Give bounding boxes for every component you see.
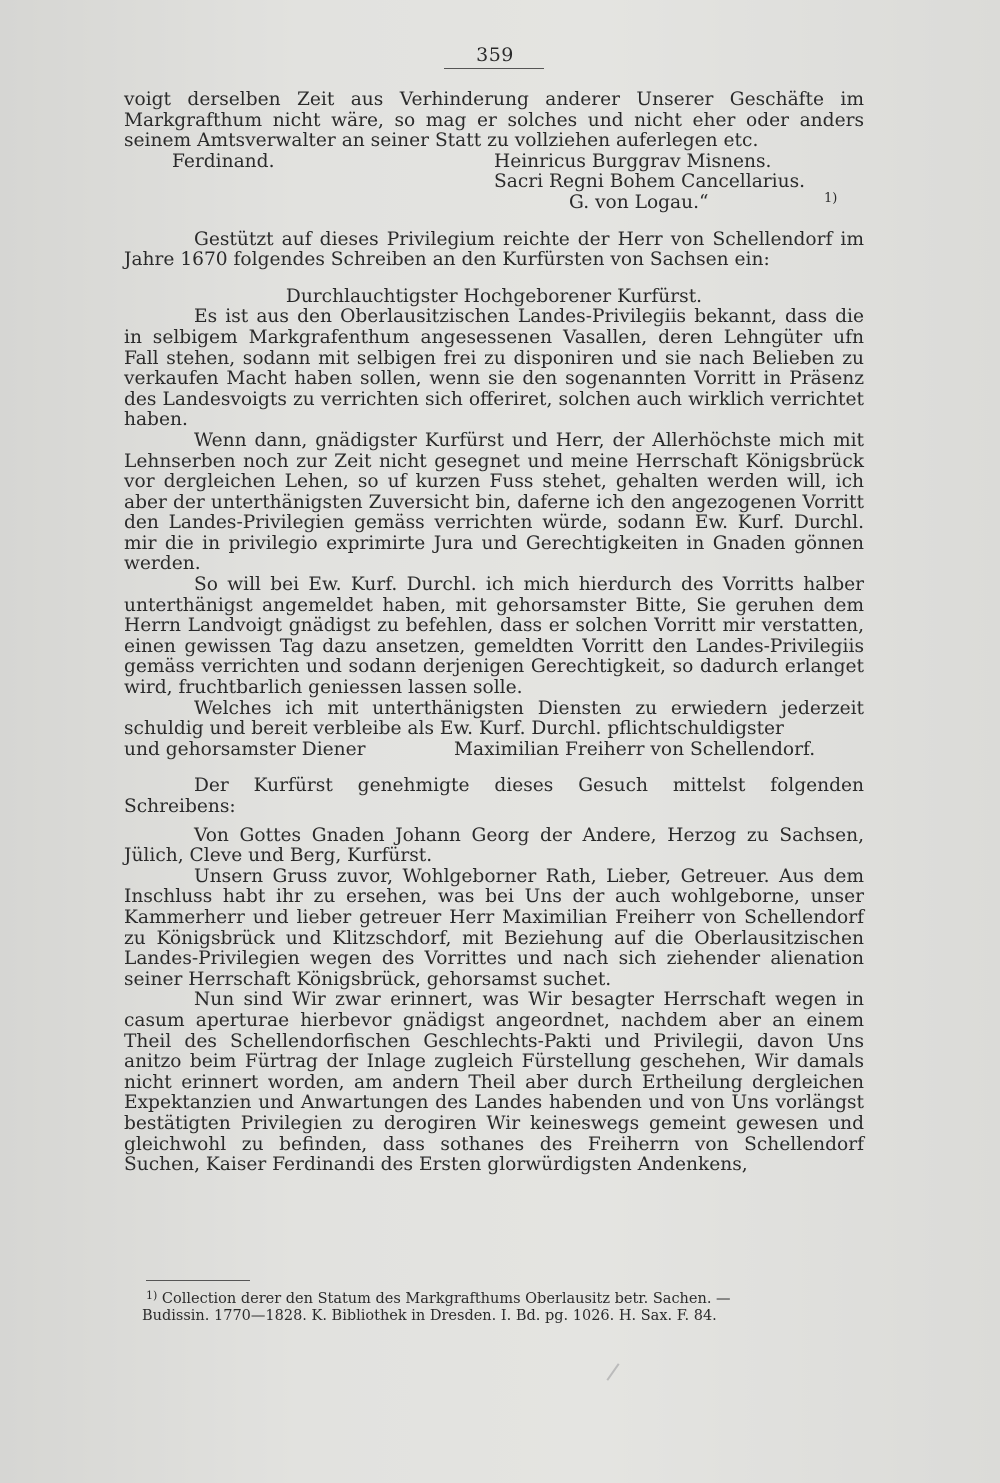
spacer [124, 214, 864, 230]
signature-ferdinand: Ferdinand. [172, 150, 275, 172]
pencil-mark [606, 1363, 619, 1381]
paragraph-6: Welches ich mit unterthänigsten Diensten zu erwiedern jederzeit schuldig und bereit verbleibe als Ew. Kurf. Durchl. pflichtschuldigster [124, 697, 864, 740]
signature-heinricus: Heinricus Burggrav Misnens. [494, 150, 772, 172]
signature-logau: G. von Logau.“ [569, 191, 709, 213]
footnote-reference: 1) [824, 190, 838, 206]
footnote-line-1 [146, 1287, 876, 1308]
paragraph-3: Es ist aus den Oberlausitzischen Landes-Privilegiis bekannt, dass die in selbigem Markgrafenthum angesessenen Vasallen, deren Lehngüter ufn Fall stehen, sodann mit selbigen frei zu disponiren und sie nach Belieben zu verkaufen Macht haben sollen, wenn sie den sogenannten Vorritt in Präsenz des Landesvoigts zu verrichten sich offeriret, solchen auch wirklich verrichtet haben. [124, 306, 864, 431]
paragraph-2: Gestützt auf dieses Privilegium reichte der Herr von Schellendorf im Jahre 1670 folgendes Schreiben an den Kurfürsten von Sachsen ein: [124, 228, 864, 271]
signature-sacri: Sacri Regni Bohem Cancellarius. [494, 171, 806, 193]
footnote-line-2: Budissin. 1770—1828. K. Bibliothek in Dresden. I. Bd. pg. 1026. H. Sax. F. 84. [142, 1308, 717, 1324]
footnote-rule [146, 1280, 250, 1281]
page-number-rule [444, 68, 544, 69]
page-number: 359 [476, 44, 514, 66]
footnote-mark: 1) [146, 1289, 158, 1302]
signature-row-3 [124, 190, 864, 214]
main-text [124, 90, 864, 1176]
spacer [124, 271, 864, 287]
signature-row-2 [124, 172, 864, 193]
spacer [124, 760, 864, 776]
paragraph-10: Nun sind Wir zwar erinnert, was Wir besagter Herrschaft wegen in casum aperturae hierbevor gnädigst angeordnet, nachdem aber an einem Theil des Schellendorfischen Geschlechts-Pakti und Privilegii, davon Uns anitzo beim Fürtrag der Inlage zugleich Fürstellung geschehen, Wir damals nicht erinnert worden, am andern Theil aber durch Ertheilung dergleichen Expektanzien und Anwartungen des Landes habenden und von Uns vorlängst bestätigten Privilegien zu derogiren Wir keineswegs gemeint gewesen und gleichwohl zu befinden, dass sothanes des Freiherrn von Schellendorf Suchen, Kaiser Ferdinandi des Ersten glorwürdigsten Andenkens, [124, 989, 864, 1176]
footnote [142, 1287, 876, 1325]
salutation: Durchlauchtigster Hochgeborener Kurfürst. [285, 285, 703, 307]
closing-signature: Maximilian Freiherr von Schellendorf. [454, 738, 816, 760]
paragraph-4: Wenn dann, gnädigster Kurfürst und Herr, der Allerhöchste mich mit Lehnserben noch zur Zeit nicht gesegnet und meine Herrschaft Königsbrück vor dergleichen Lehen, so uf kurzen Fuss stehet, gehalten werden will, ich aber der unterthänigsten Zuversicht bin, daferne ich den angezogenen Vorritt den Landes-Privilegien gemäss verrichten würde, sodann Ew. Kurf. Durchl. mir die in privilegio exprimirte Jura und Gerechtigkeiten in Gnaden gönnen werden. [124, 429, 864, 575]
paragraph-7: Der Kurfürst genehmigte dieses Gesuch mittelst folgenden Schreibens: [124, 775, 864, 817]
paragraph-9: Unsern Gruss zuvor, Wohlgeborner Rath, Lieber, Getreuer. Aus dem Inschluss habt ihr zu ersehen, was bei Uns der auch wohlgeborne, unser Kammerherr und lieber getreuer Herr Maximilian Freiherr von Schellendorf zu Königsbrück und Klitzschdorf, mit Beziehung auf die Oberlausitzischen Landes-Privilegien wegen des Vorrittes und nach sich ziehender alienation seiner Herrschaft Königsbrück, gehorsamst suchet. [124, 865, 864, 990]
footnote-text-1: Collection derer den Statum des Markgrafthums Oberlausitz betr. Sachen. — [161, 1291, 731, 1307]
closing-row [124, 740, 864, 761]
paragraph-1: voigt derselben Zeit aus Verhinderung anderer Unserer Geschäfte im Markgrafthum nicht wäre, so mag er solches und nicht eher oder anders seinem Amtsverwalter an seiner Statt zu vollziehen auferlegen etc. [124, 89, 864, 152]
closing-diener: und gehorsamster Diener [124, 738, 366, 760]
paragraph-8: Von Gottes Gnaden Johann Georg der Andere, Herzog zu Sachsen, Jülich, Cleve und Berg, Kurfürst. [124, 824, 864, 867]
paragraph-5: So will bei Ew. Kurf. Durchl. ich mich hierdurch des Vorritts halber unterthänigst angemeldet haben, mit gehorsamster Bitte, Sie geruhen dem Herrn Landvoigt gnädigst zu befehlen, dass er solchen Vorritt mir verstatten, einen gewissen Tag dazu ansetzen, gemeldten Vorritt den Landes-Privilegiis gemäss verrichten und sodann derjenigen Gerechtigkeit, so dadurch erlanget wird, fruchtbarlich geniessen lassen solle. [124, 574, 864, 699]
signature-row-1 [124, 152, 864, 173]
